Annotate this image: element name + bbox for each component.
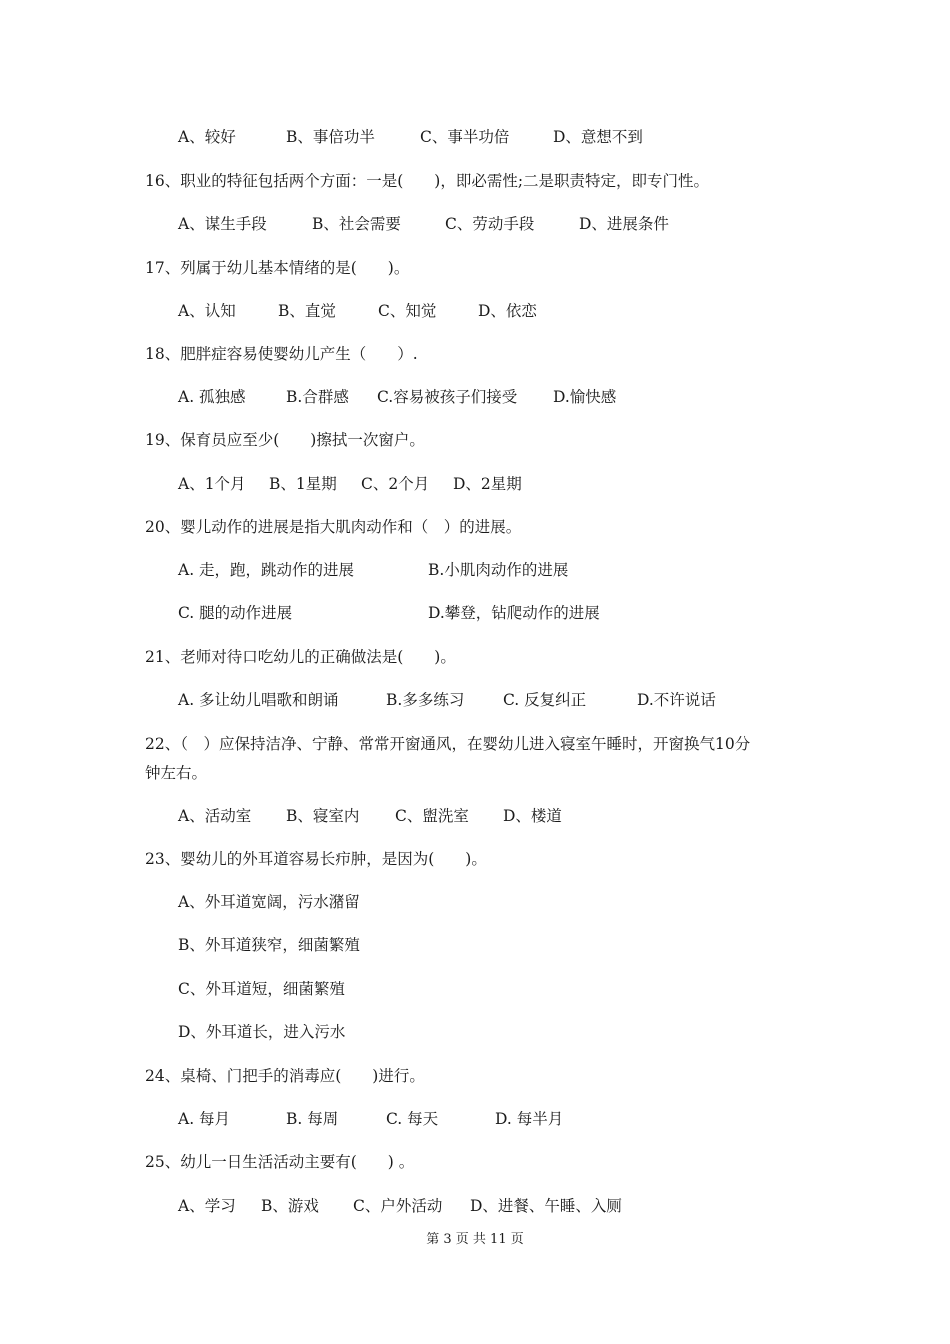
- q23-option-b: B、外耳道狭窄，细菌繁殖: [178, 936, 360, 954]
- option-a: A. 孤独感: [178, 388, 246, 406]
- option-d: D. 每半月: [495, 1110, 564, 1128]
- option-c: C、户外活动: [353, 1197, 443, 1215]
- option-d: D、2星期: [453, 475, 522, 493]
- q23-option-d: D、外耳道长，进入污水: [178, 1023, 346, 1041]
- option-c: C. 反复纠正: [503, 691, 587, 709]
- option-a: A、认知: [178, 302, 236, 320]
- question-17: 17、列属于幼儿基本情绪的是( )。: [145, 259, 410, 277]
- option-b: B.多多练习: [386, 691, 465, 709]
- option-c: C. 每天: [386, 1110, 439, 1128]
- question-22-line2: 钟左右。: [145, 764, 208, 782]
- q23-option-a: A、外耳道宽阔，污水潴留: [178, 893, 360, 911]
- option-c: C、知觉: [378, 302, 437, 320]
- option-d: D.攀登，钻爬动作的进展: [428, 604, 600, 622]
- q23-option-c: C、外耳道短，细菌繁殖: [178, 980, 345, 998]
- option-d: D、依恋: [478, 302, 537, 320]
- option-c: C、事半功倍: [420, 128, 510, 146]
- option-b: B.小肌肉动作的进展: [428, 561, 569, 579]
- option-b: B、寝室内: [286, 807, 360, 825]
- option-d: D.不许说话: [637, 691, 716, 709]
- option-b: B、游戏: [261, 1197, 319, 1215]
- option-c: C、2个月: [361, 475, 430, 493]
- option-b: B、直觉: [278, 302, 336, 320]
- option-c: C. 腿的动作进展: [178, 604, 293, 622]
- option-a: A、谋生手段: [178, 215, 267, 233]
- question-21: 21、老师对待口吃幼儿的正确做法是( )。: [145, 648, 456, 666]
- question-23: 23、婴幼儿的外耳道容易长疖肿，是因为( )。: [145, 850, 487, 868]
- option-b: B、1星期: [269, 475, 337, 493]
- question-22-line1: 22、（ ）应保持洁净、宁静、常常开窗通风，在婴幼儿进入寝室午睡时，开窗换气10分: [145, 735, 751, 753]
- option-c: C.容易被孩子们接受: [377, 388, 518, 406]
- question-20: 20、婴儿动作的进展是指大肌肉动作和（ ）的进展。: [145, 518, 522, 536]
- page-footer: 第 3 页 共 11 页: [426, 1232, 524, 1247]
- option-a: A、1个月: [178, 475, 246, 493]
- question-24: 24、桌椅、门把手的消毒应( )进行。: [145, 1067, 425, 1085]
- option-b: B.合群感: [286, 388, 349, 406]
- option-a: A、学习: [178, 1197, 236, 1215]
- option-a: A、活动室: [178, 807, 252, 825]
- option-b: B、社会需要: [312, 215, 401, 233]
- question-18: 18、肥胖症容易使婴幼儿产生（ ）.: [145, 345, 418, 363]
- option-d: D.愉快感: [553, 388, 617, 406]
- question-25: 25、幼儿一日生活活动主要有( ) 。: [145, 1153, 415, 1171]
- option-d: D、进餐、午睡、入厕: [470, 1197, 622, 1215]
- option-c: C、盥洗室: [395, 807, 469, 825]
- option-a: A. 每月: [178, 1110, 231, 1128]
- option-c: C、劳动手段: [445, 215, 535, 233]
- option-d: D、进展条件: [579, 215, 669, 233]
- option-b: B、事倍功半: [286, 128, 375, 146]
- option-b: B. 每周: [286, 1110, 339, 1128]
- question-19: 19、保育员应至少( )擦拭一次窗户。: [145, 431, 425, 449]
- option-a: A、较好: [178, 128, 236, 146]
- option-a: A. 走，跑，跳动作的进展: [178, 561, 355, 579]
- option-d: D、楼道: [503, 807, 562, 825]
- option-d: D、意想不到: [553, 128, 643, 146]
- option-a: A. 多让幼儿唱歌和朗诵: [178, 691, 339, 709]
- question-16: 16、职业的特征包括两个方面：一是( )，即必需性;二是职责特定，即专门性。: [145, 172, 710, 190]
